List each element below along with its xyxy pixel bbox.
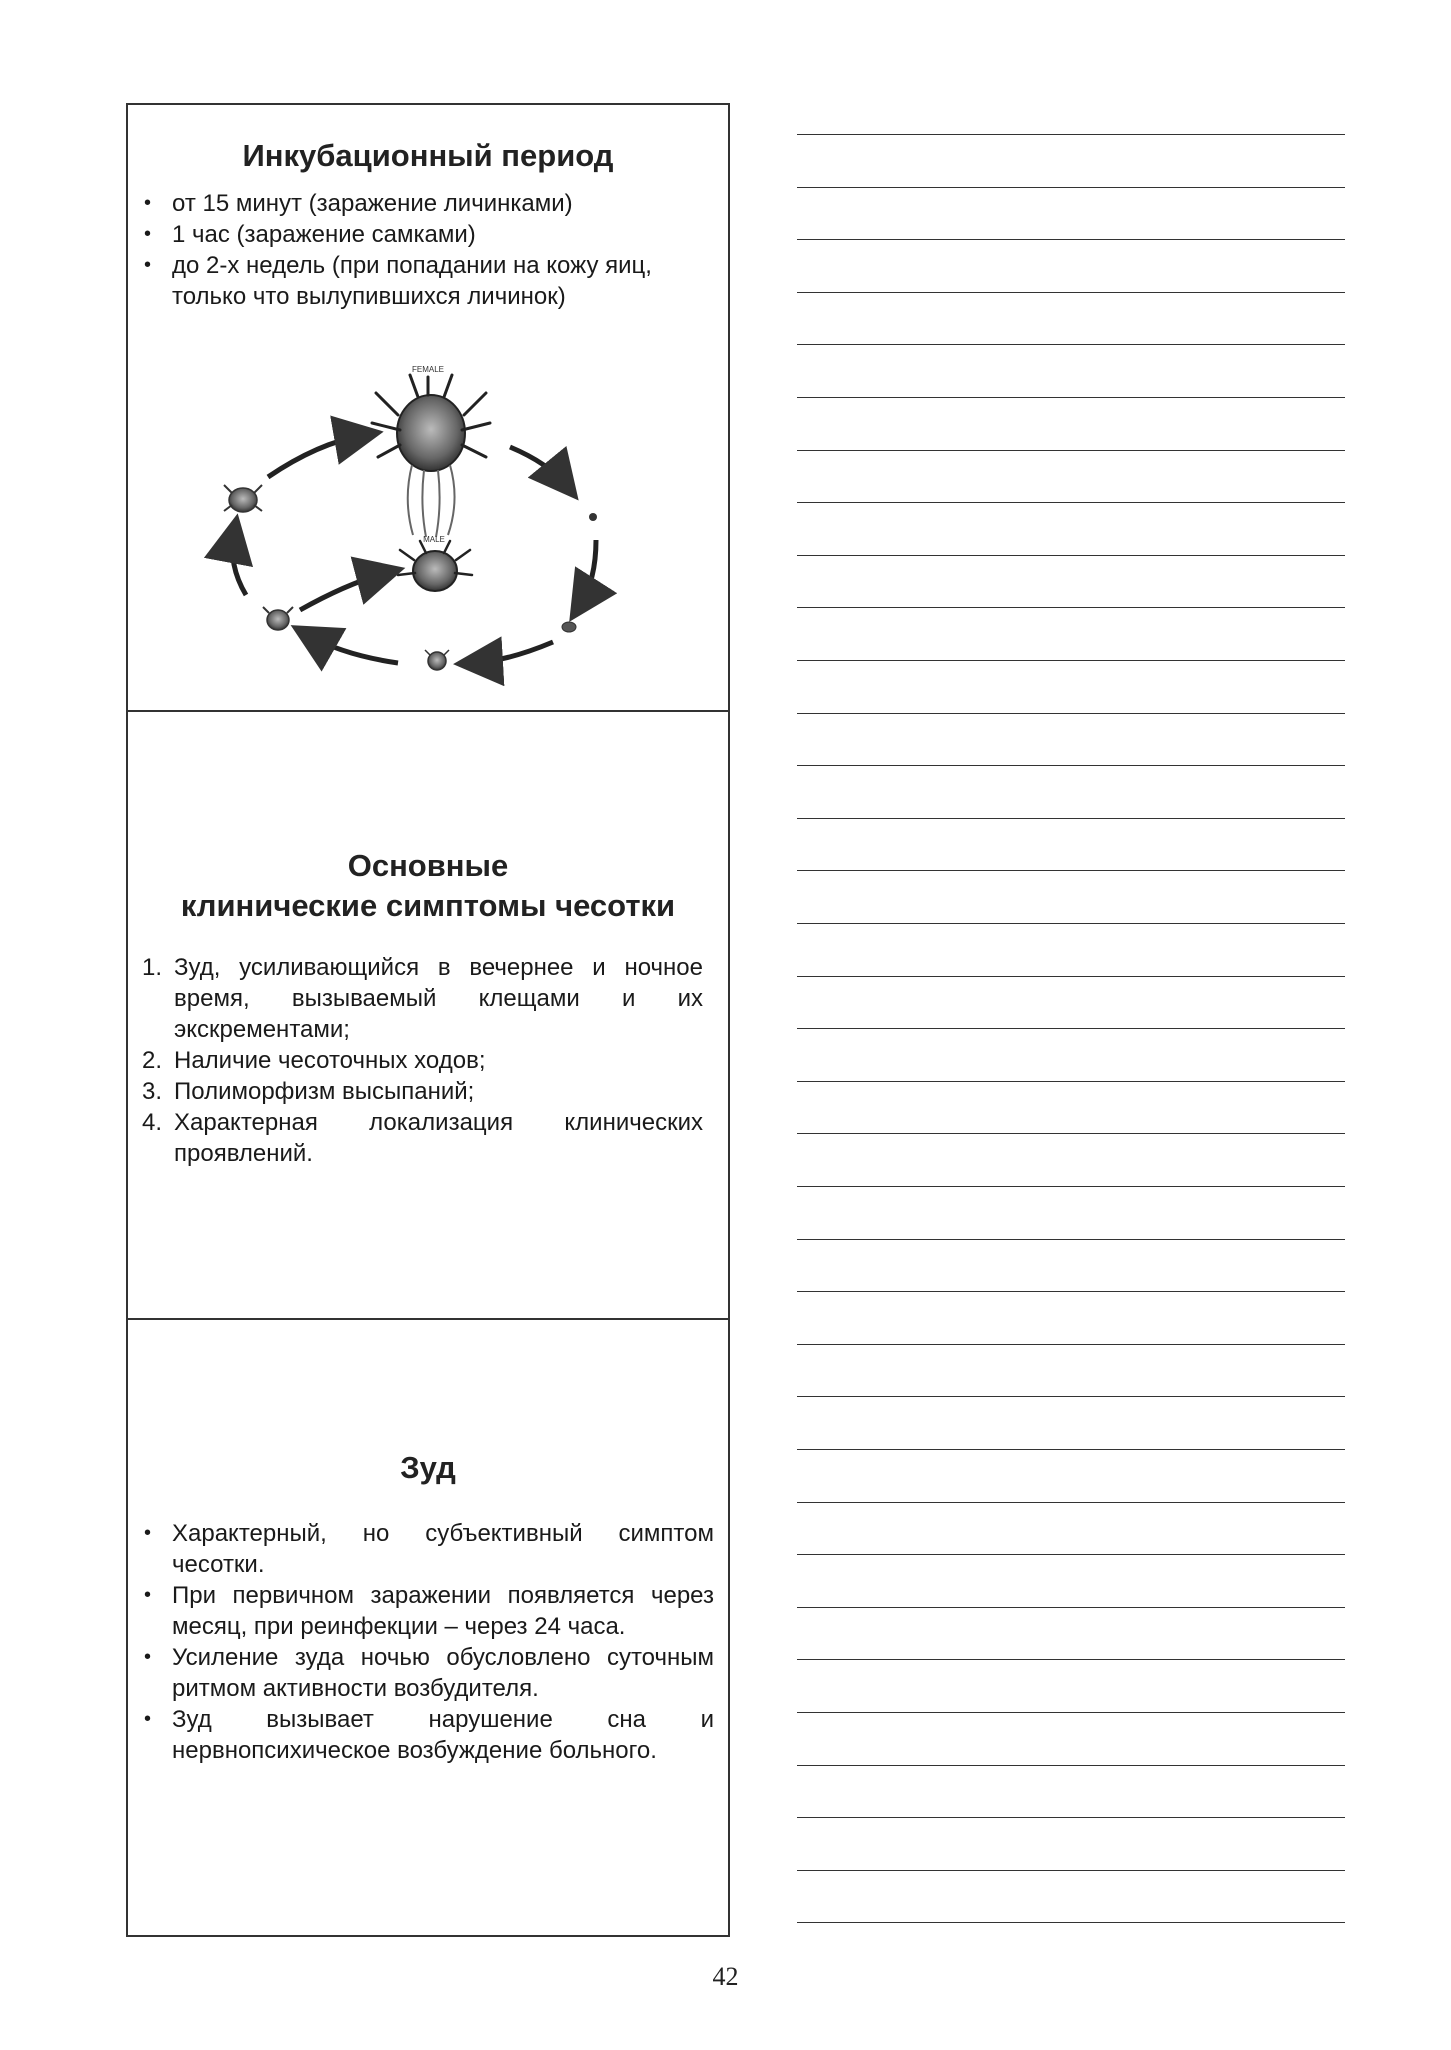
note-line	[797, 1449, 1345, 1450]
note-line	[797, 239, 1345, 240]
page-number: 42	[712, 1962, 739, 1991]
cycle-arrows	[233, 435, 597, 663]
note-line	[797, 555, 1345, 556]
note-line	[797, 1922, 1345, 1923]
slide-itch	[128, 1318, 728, 1935]
note-lines	[797, 134, 1345, 1924]
male-mite-icon	[398, 535, 472, 591]
note-line	[797, 1186, 1345, 1187]
list-item: • до 2-х недель (при попадании на кожу яиц, только что вылупившихся личинок)	[128, 250, 698, 312]
list-item: • При первичном заражении появляется через месяц, при реинфекции – через 24 часа.	[128, 1580, 714, 1642]
early-larva-icon	[425, 650, 449, 670]
note-line	[797, 1554, 1345, 1555]
note-line	[797, 1239, 1345, 1240]
list-item: • Характерный, но субъективный симптом чесотки.	[128, 1518, 714, 1580]
note-line	[797, 1291, 1345, 1292]
note-line	[797, 818, 1345, 819]
svg-text:MALE: MALE	[423, 535, 445, 544]
title-line: Основные	[347, 848, 509, 883]
svg-text:FEMALE: FEMALE	[411, 365, 445, 374]
list-item: • от 15 минут (заражение личинками)	[128, 188, 698, 219]
female-mite-icon	[372, 365, 490, 537]
note-line	[797, 923, 1345, 924]
list-item: 2. Наличие чесоточных ходов;	[142, 1047, 486, 1074]
note-line	[797, 765, 1345, 766]
slide-title: Инкубационный период	[242, 138, 614, 173]
note-line	[797, 1817, 1345, 1818]
note-line	[797, 976, 1345, 977]
mite-lifecycle-diagram	[128, 105, 732, 710]
note-line	[797, 1344, 1345, 1345]
slide-title: Зуд	[400, 1450, 456, 1485]
note-line	[797, 1081, 1345, 1082]
note-line	[797, 397, 1345, 398]
note-line	[797, 1659, 1345, 1660]
note-line	[797, 607, 1345, 608]
note-line	[797, 502, 1345, 503]
note-line	[797, 870, 1345, 871]
note-line	[797, 1396, 1345, 1397]
title-line: клинические симптомы чесотки	[180, 888, 676, 923]
nymph-stage-icon	[224, 485, 262, 512]
note-line	[797, 187, 1345, 188]
slide-title	[128, 712, 728, 926]
note-line	[797, 1870, 1345, 1871]
note-line	[797, 713, 1345, 714]
list-item: 4. Характерная локализация клинических проявлений.	[142, 1109, 703, 1167]
note-line	[797, 344, 1345, 345]
slides-column	[126, 103, 730, 1937]
list-item: 1. Зуд, усиливающийся в вечернее и ночное время, вызываемый клещами и их экскрементами;	[142, 954, 703, 1043]
list-item: • Усиление зуда ночью обусловлено суточным ритмом активности возбудителя.	[128, 1642, 714, 1704]
slide-incubation	[128, 105, 728, 710]
larva-stage-icon	[263, 607, 293, 630]
list-item: • Зуд вызывает нарушение сна и нервнопсихическое возбуждение больного.	[128, 1704, 714, 1766]
slide-clinical-symptoms	[128, 710, 728, 1318]
note-line	[797, 134, 1345, 135]
symptom-list	[128, 952, 703, 1169]
note-line	[797, 1712, 1345, 1713]
note-line	[797, 1765, 1345, 1766]
bullet-list	[128, 1518, 714, 1766]
list-item: • 1 час (заражение самками)	[128, 219, 698, 250]
note-line	[797, 660, 1345, 661]
note-line	[797, 1502, 1345, 1503]
note-line	[797, 1028, 1345, 1029]
note-line	[797, 1607, 1345, 1608]
note-line	[797, 292, 1345, 293]
note-line	[797, 450, 1345, 451]
list-item: 3. Полиморфизм высыпаний;	[142, 1078, 475, 1105]
note-line	[797, 1133, 1345, 1134]
